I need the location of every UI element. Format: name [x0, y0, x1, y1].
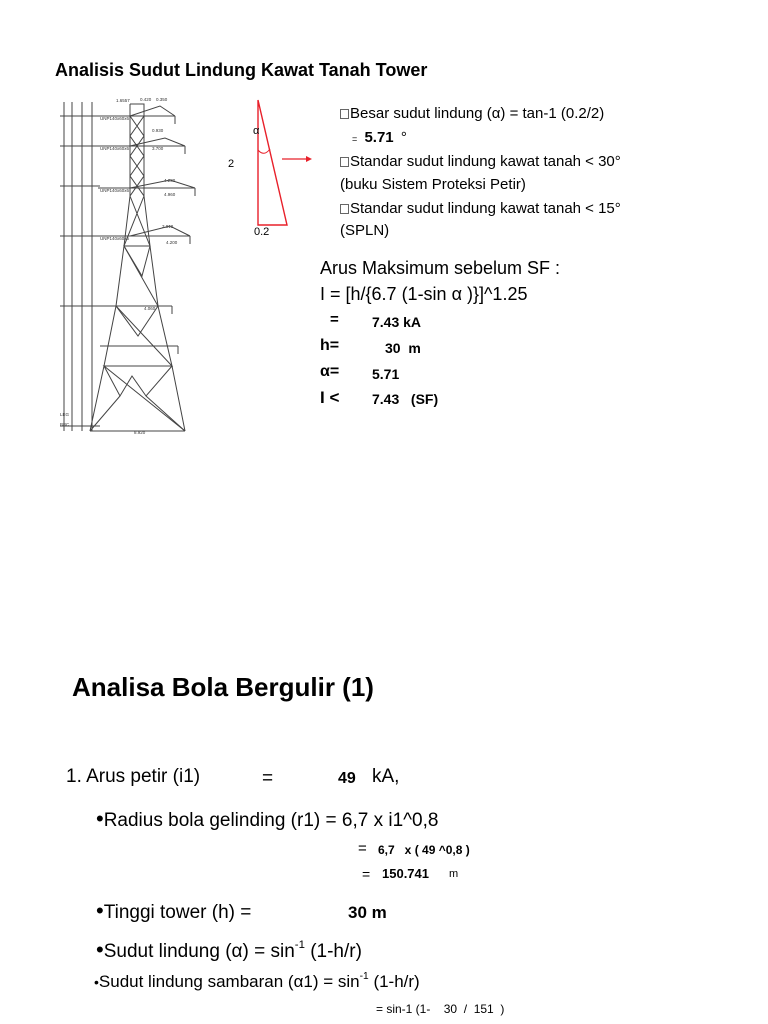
arus-eq-sign: = [330, 311, 339, 328]
tower-drawing [60, 96, 205, 436]
radius-calc: 6,7 x ( 49 ^0,8 ) [378, 843, 470, 857]
tower-diagram [60, 96, 205, 436]
svg-text:UNP140x60x6: UNP140x60x6 [100, 146, 130, 151]
angle-arc [258, 149, 270, 153]
radius-unit: m [449, 868, 459, 880]
bullet-icon: • [94, 974, 99, 990]
bullet-icon: • [96, 937, 104, 962]
note-line-1: Besar sudut lindung (α) = tan-1 (0.2/2) [340, 105, 604, 122]
section-title: Analisa Bola Bergulir (1) [72, 672, 374, 702]
tinggi-value: 30 m [348, 903, 387, 922]
missing-glyph-icon [340, 204, 349, 214]
note-line-5: Standar sudut lindung kawat tanah < 15° [340, 200, 621, 217]
missing-glyph-icon [340, 157, 349, 167]
svg-text:8.920: 8.920 [134, 430, 146, 435]
svg-text:BBC: BBC [60, 422, 70, 427]
angle-symbol: α [253, 125, 260, 137]
final-calc: = sin-1 (1- 30 / 151 ) [376, 1002, 505, 1016]
svg-text:4.960: 4.960 [164, 192, 176, 197]
svg-text:0.350: 0.350 [156, 97, 168, 102]
item1-label: 1. Arus petir (i1) [66, 766, 201, 787]
note-line-4: (buku Sistem Proteksi Petir) [340, 176, 526, 193]
tinggi-label: •Tinggi tower (h) = [96, 898, 252, 923]
arus-alpha-label: α= [320, 363, 340, 380]
note-line-6: (SPLN) [340, 222, 390, 239]
svg-text:3.010: 3.010 [162, 224, 174, 229]
arus-i-value: 7.43 kA [372, 314, 422, 330]
sambaran-label: •Sudut lindung sambaran $(\alpha 1) = \sin^{-1} (1-h/r)$ [94, 970, 420, 991]
svg-text:UNP140x60x6: UNP140x60x6 [100, 188, 130, 193]
svg-text:0.930: 0.930 [152, 128, 164, 133]
item1-eq: = [262, 768, 274, 789]
bullet-icon: • [96, 806, 104, 831]
arus-ilt-label: I < [320, 388, 340, 407]
arus-heading: Arus Maksimum sebelum SF : [320, 258, 561, 278]
svg-text:0.420: 0.420 [140, 97, 152, 102]
arus-ilt-value: 7.43 (SF) [372, 391, 439, 407]
sudut-label: •Sudut lindung $(\alpha) = \sin^{-1} (1-h/r)$ [96, 937, 362, 962]
arus-alpha-value: 5.71 [372, 366, 400, 382]
arus-h-label: h= [320, 337, 340, 354]
angle-triangle-diagram [220, 95, 320, 245]
radius-value: 150.741 [382, 866, 429, 881]
svg-text:1.6557: 1.6557 [116, 98, 130, 103]
svg-text:UNP140x60x6: UNP140x60x6 [100, 116, 130, 121]
radius-eq-1: = [358, 840, 367, 857]
height-label: 2 [228, 158, 235, 170]
svg-text:4.230: 4.230 [164, 178, 176, 183]
svg-text:4.060: 4.060 [144, 306, 156, 311]
svg-text:LEG: LEG [60, 412, 70, 417]
missing-glyph-icon [340, 109, 349, 119]
svg-text:UNP140x60x6: UNP140x60x6 [100, 236, 130, 241]
svg-text:4.200: 4.200 [166, 240, 178, 245]
item1-unit: kA, [372, 766, 400, 787]
arus-h-value: 30 m [385, 340, 421, 356]
base-label: 0.2 [254, 226, 270, 238]
radius-label: •Radius bola gelinding (r1) = 6,7 x i1^0,8 [96, 806, 439, 831]
radius-eq-2: = [362, 866, 371, 882]
page-title: Analisis Sudut Lindung Kawat Tanah Tower [55, 60, 428, 80]
protection-triangle [258, 100, 287, 225]
note-line-3: Standar sudut lindung kawat tanah < 30° [340, 153, 621, 170]
note-line-2: = 5.71 ° [352, 129, 407, 146]
item1-value: 49 [338, 770, 356, 787]
bullet-icon: • [96, 898, 104, 923]
arus-formula: I = [h/{6.7 (1-sin α )}]^1.25 [320, 284, 528, 304]
arrow-head-icon [306, 156, 312, 162]
svg-text:3.700: 3.700 [152, 146, 164, 151]
